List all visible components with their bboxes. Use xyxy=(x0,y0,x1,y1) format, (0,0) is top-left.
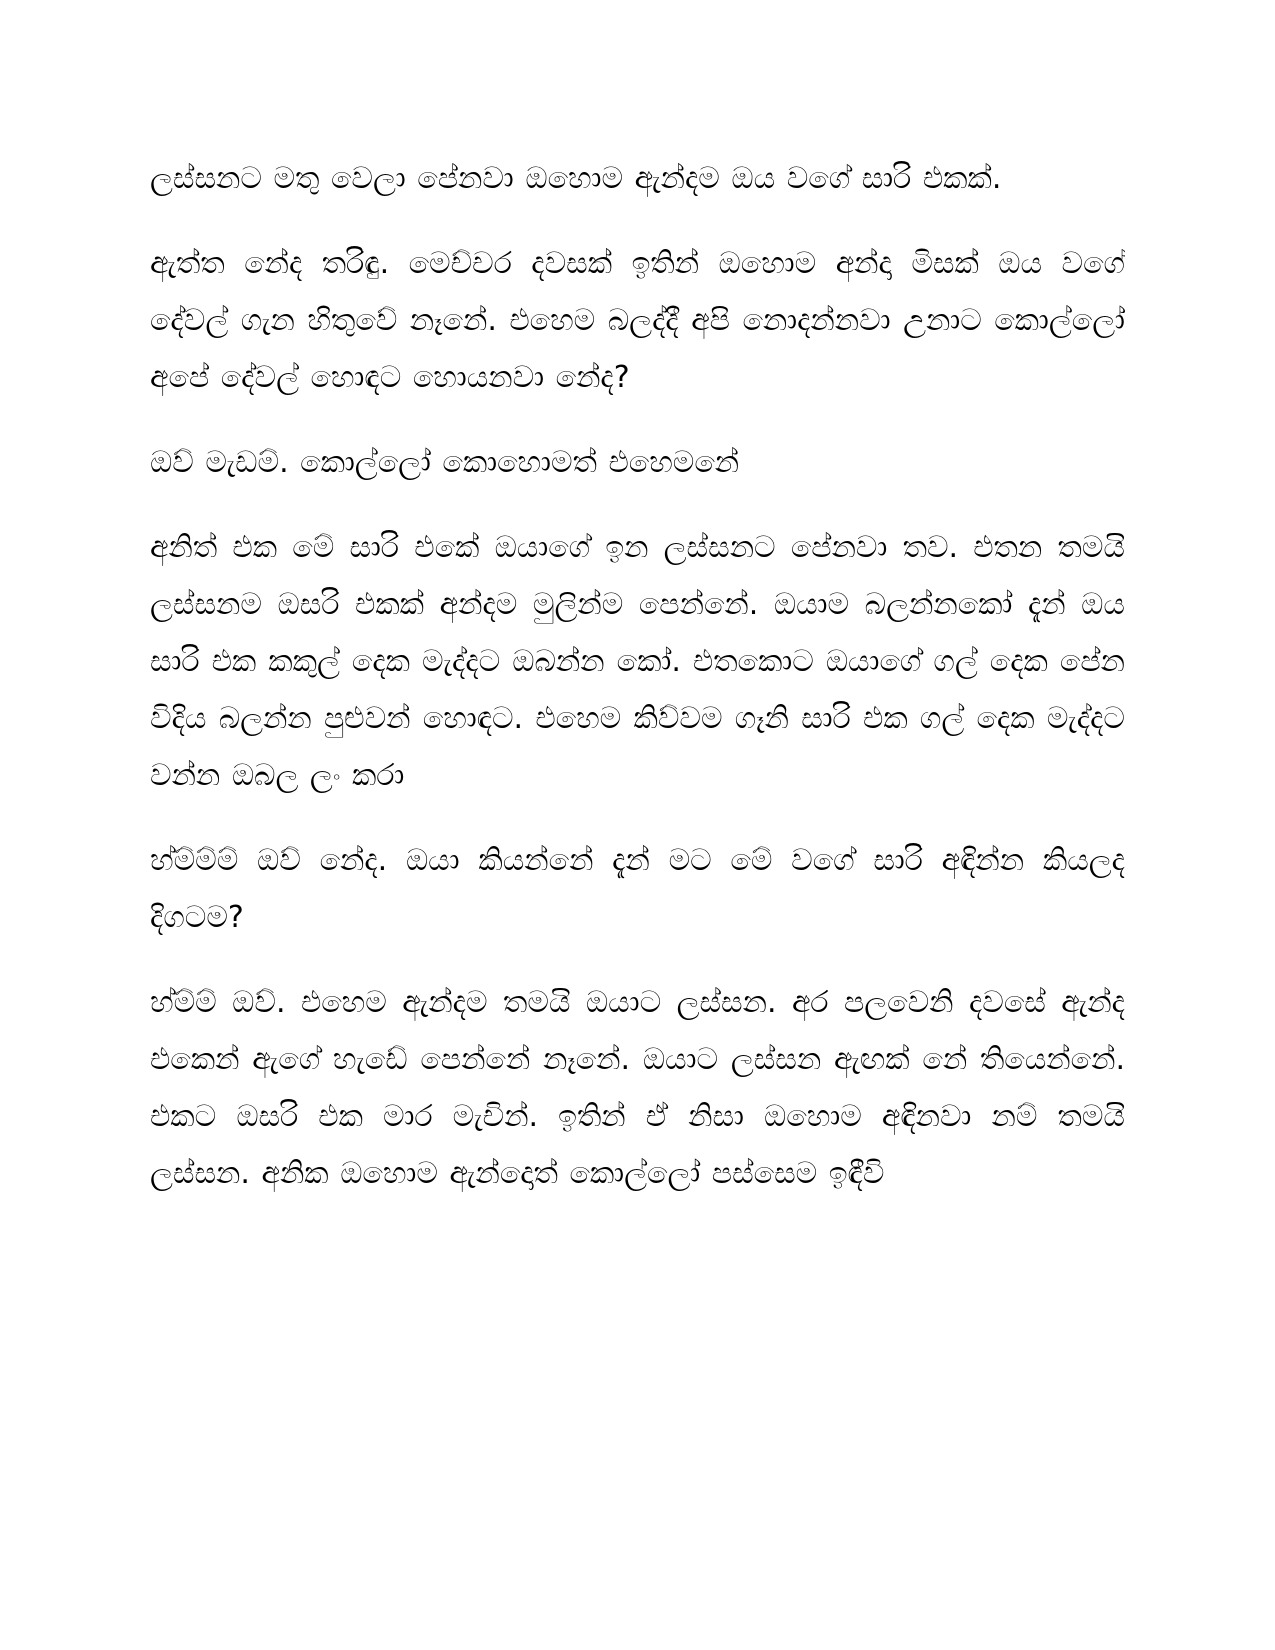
paragraph-3: ඔව් මැඩම්. කොල්ලෝ කොහොමත් එහෙමනේ xyxy=(150,445,740,480)
paragraph-4: අනිත් එක මේ සාරි එකේ ඔයාගේ ඉන ලස්සනට පේනවා තව. එතන තමයි ලස්සනම ඔසරි එකක් අන්දම මුලින්ම පෙන්නේ. ඔයාම බලන්නකෝ දැන් ඔය සාරි එක කකුල් දෙක මැද්දට ඔබන්න කෝ. එතකොට ඔයාගේ ගල් දෙක පේන විදිය බලන්න පුළුවන් හොඳට. එහෙම කිව්වම ගෑනි සාරි එක ගල් දෙක මැද්දට වන්න ඔබල ලං කරා xyxy=(150,530,1125,793)
paragraph-2: ඇත්ත නේද තරිඳු. මෙච්චර දවසක් ඉතින් ඔහොම අන්දා මිසක් ඔය වගේ දේවල් ගැන හිතුවේ නෑනේ. එහෙම බලද්දී අපි නොදන්නවා උනාට කොල්ලෝ අපේ දේවල් හොඳට හොයනවා නේද? xyxy=(150,246,1125,395)
paragraph-5: හ්ම්ම්ම් ඔව් නේද. ඔයා කියන්නේ දැන් මට මේ වගේ සාරි අඳින්න කියලද දිගටම? xyxy=(150,843,1125,935)
paragraph-6: හ්ම්ම් ඔව්. එහෙම ඇන්දම තමයි ඔයාට ලස්සන. අර පලවෙනි දවසේ ඇන්ද එකෙන් ඇගේ හැඩේ පෙන්නේ නෑනේ. ඔයාට ලස්සන ඇඟක් නේ තියෙන්නේ. එකට ඔසරි එක මාර මැචින්. ඉතින් ඒ නිසා ඔහොම අඳිනවා නම් තමයි ලස්සන. අනික ඔහොම ඇන්දොත් කොල්ලෝ පස්සෙම ඉඳීවි xyxy=(150,985,1125,1191)
document-page xyxy=(150,150,1125,1530)
paragraph-1: ලස්සනට මතු වෙලා පේනවා ඔහොම ඇන්දම ඔය වගේ සාරි එකක්. xyxy=(150,161,1002,196)
